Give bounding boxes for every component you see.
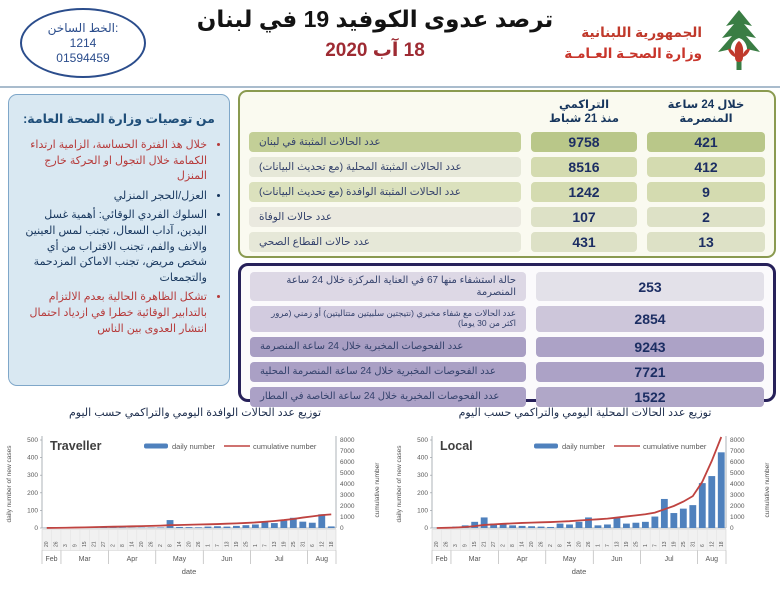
- x-axis-day-tick: 1: [643, 544, 649, 547]
- x-axis-month-label: May: [173, 556, 187, 563]
- x-axis-day-tick: 18: [329, 541, 335, 547]
- cases-table: [238, 90, 776, 258]
- daily-bar: [280, 521, 287, 528]
- right-axis-tick: 1000: [730, 514, 745, 521]
- x-axis-day-tick: 18: [719, 541, 725, 547]
- left-axis-tick: 300: [27, 472, 38, 479]
- x-axis-day-tick: 20: [577, 541, 583, 547]
- right-axis-tick: 2000: [730, 503, 745, 510]
- left-axis-tick: 300: [417, 472, 428, 479]
- x-axis-day-tick: 8: [558, 544, 564, 547]
- case-row-cumulative-value: 8516: [531, 157, 637, 177]
- cumulative-line: [47, 514, 332, 528]
- x-axis-day-tick: 13: [662, 541, 668, 547]
- right-axis-title: cumulative number: [764, 462, 771, 518]
- daily-bar: [519, 526, 526, 528]
- left-axis-tick: 400: [27, 455, 38, 462]
- x-axis-day-tick: 2: [111, 544, 117, 547]
- left-axis-tick: 400: [417, 455, 428, 462]
- x-axis-day-tick: 20: [187, 541, 193, 547]
- right-axis-tick: 1000: [340, 514, 355, 521]
- chart-name-label: Local: [440, 439, 473, 453]
- case-row-cumulative-value: 107: [531, 207, 637, 227]
- case-row-24h-value: 13: [647, 232, 765, 252]
- x-axis-month-label: Mar: [79, 556, 92, 563]
- recommendation-item: • خلال هذ الفترة الحساسة، الزامية ارتداء الكمامة خلال التجول او الحركة خارج المنزل: [19, 138, 207, 185]
- x-axis-day-tick: 8: [510, 544, 516, 547]
- daily-bar: [271, 523, 278, 528]
- report-date: 18 آب 2020: [165, 39, 585, 62]
- right-axis-tick: 4000: [730, 481, 745, 488]
- x-axis-day-tick: 31: [690, 541, 696, 547]
- stat-row-label: عدد الفحوصات المخبرية خلال 24 ساعة الخاصة في المطار: [250, 387, 526, 407]
- daily-bar: [708, 476, 715, 528]
- column-header-cumulative: التراكمي منذ 21 شباط: [531, 98, 637, 127]
- right-axis-tick: 7000: [340, 448, 355, 455]
- traveller-chart-title: توزيع عدد الحالات الوافدة اليومي والتراكمي حسب اليوم: [0, 406, 390, 419]
- x-axis-day-tick: 19: [624, 541, 630, 547]
- x-axis-day-tick: 13: [614, 541, 620, 547]
- case-row-24h-value: 412: [647, 157, 765, 177]
- daily-bar: [604, 524, 611, 528]
- header-divider: [0, 86, 780, 88]
- legend-daily-label: daily number: [172, 442, 215, 451]
- daily-bar: [309, 523, 316, 528]
- stat-row-value: 253: [536, 272, 764, 301]
- daily-bar: [661, 499, 668, 528]
- recommendations-panel: [8, 94, 230, 386]
- daily-bar: [576, 522, 583, 528]
- x-axis-day-tick: 14: [520, 541, 526, 547]
- daily-bar: [680, 509, 687, 528]
- left-axis-tick: 0: [34, 525, 38, 532]
- daily-bar: [157, 527, 164, 528]
- local-chart-svg: [392, 428, 778, 584]
- daily-bar: [252, 524, 259, 528]
- daily-bar: [670, 513, 677, 528]
- hotline-badge: [20, 8, 146, 78]
- x-axis-day-tick: 6: [310, 544, 316, 547]
- x-axis-day-tick: 15: [472, 541, 478, 547]
- daily-bar: [233, 526, 240, 528]
- stat-row-label: عدد الفحوصات المخبرية خلال 24 ساعة المنصرمة: [250, 337, 526, 357]
- daily-bar: [242, 525, 249, 528]
- x-axis-day-tick: 20: [44, 541, 50, 547]
- x-axis-month-label: Apr: [517, 556, 529, 563]
- daily-bar: [328, 526, 335, 528]
- right-axis-tick: 4000: [340, 481, 355, 488]
- x-axis-day-tick: 14: [567, 541, 573, 547]
- x-axis-day-tick: 8: [168, 544, 174, 547]
- left-axis-tick: 100: [27, 507, 38, 514]
- x-axis-day-tick: 14: [130, 541, 136, 547]
- legend-cumulative-label: cumulative number: [643, 442, 707, 451]
- x-axis-day-tick: 1: [253, 544, 259, 547]
- x-axis-month-label: Jun: [611, 556, 622, 563]
- ministry-line2: وزارة الصحـة العـامـة: [564, 44, 702, 64]
- report-header: [0, 0, 780, 86]
- stat-row-value: 7721: [536, 362, 764, 382]
- recommendation-item: • تشكل الظاهرة الحالية بعدم الالتزام بالتدابير الوقائية خطرا في ازدياد احتمال انتشار العدوى بين الناس: [19, 290, 207, 337]
- x-axis-day-tick: 13: [272, 541, 278, 547]
- x-axis-day-tick: 3: [453, 544, 459, 547]
- case-row-cumulative-value: 1242: [531, 182, 637, 202]
- x-axis-day-tick: 26: [539, 541, 545, 547]
- x-axis-day-tick: 7: [652, 544, 658, 547]
- case-row-label: عدد حالات القطاع الصحي: [249, 232, 521, 252]
- x-axis-day-tick: 2: [548, 544, 554, 547]
- hotline-label: الخط الساخن:: [48, 21, 119, 36]
- daily-bar: [224, 527, 231, 528]
- case-row-label: عدد الحالات المثبتة في لبنان: [249, 132, 521, 152]
- x-axis-day-tick: 25: [243, 541, 249, 547]
- chart-name-label: Traveller: [50, 439, 102, 453]
- case-row-24h-value: 421: [647, 132, 765, 152]
- daily-bar: [642, 522, 649, 528]
- daily-bar: [195, 527, 202, 528]
- x-axis-day-tick: 7: [215, 544, 221, 547]
- daily-bar: [214, 526, 221, 528]
- x-axis-day-tick: 21: [482, 541, 488, 547]
- right-axis-tick: 3000: [730, 492, 745, 499]
- legend-daily-label: daily number: [562, 442, 605, 451]
- daily-bar: [167, 520, 174, 528]
- right-axis-tick: 5000: [730, 470, 745, 477]
- case-row-label: عدد الحالات المثبتة الوافدة (مع تحديث البيانات): [249, 182, 521, 202]
- daily-bar: [509, 525, 516, 528]
- x-axis-day-tick: 26: [149, 541, 155, 547]
- stat-row-value: 9243: [536, 337, 764, 357]
- x-axis-day-tick: 20: [434, 541, 440, 547]
- left-axis-tick: 0: [424, 525, 428, 532]
- stat-row-value: 1522: [536, 387, 764, 407]
- daily-bar: [614, 517, 621, 528]
- left-axis-tick: 100: [417, 507, 428, 514]
- x-axis-day-tick: 12: [709, 541, 715, 547]
- x-axis-day-tick: 31: [300, 541, 306, 547]
- right-axis-tick: 6000: [730, 459, 745, 466]
- daily-bar: [566, 524, 573, 528]
- right-axis-tick: 7000: [730, 448, 745, 455]
- x-axis-day-tick: 19: [234, 541, 240, 547]
- daily-bar: [547, 527, 554, 528]
- daily-bar: [651, 517, 658, 528]
- right-axis-title: cumulative number: [374, 462, 381, 518]
- daily-bar: [205, 527, 212, 528]
- x-axis-day-tick: 1: [205, 544, 211, 547]
- chart-titles-row: [0, 406, 780, 419]
- x-axis-day-tick: 2: [501, 544, 507, 547]
- x-axis-day-tick: 7: [605, 544, 611, 547]
- x-axis-day-tick: 21: [92, 541, 98, 547]
- x-axis-day-tick: 1: [595, 544, 601, 547]
- daily-bar: [689, 505, 696, 528]
- right-axis-tick: 2000: [340, 503, 355, 510]
- x-axis-month-label: Feb: [45, 556, 57, 563]
- x-axis-day-tick: 26: [54, 541, 60, 547]
- x-axis-day-tick: 19: [281, 541, 287, 547]
- x-axis-month-label: Feb: [435, 556, 447, 563]
- case-row-24h-value: 9: [647, 182, 765, 202]
- x-axis-day-tick: 19: [671, 541, 677, 547]
- right-axis-tick: 5000: [340, 470, 355, 477]
- x-axis-month-label: May: [563, 556, 577, 563]
- x-axis-day-tick: 9: [463, 544, 469, 547]
- left-axis-tick: 200: [27, 490, 38, 497]
- x-axis-day-tick: 2: [158, 544, 164, 547]
- daily-bar: [557, 524, 564, 528]
- right-axis-tick: 0: [340, 525, 344, 532]
- x-axis-day-tick: 27: [491, 541, 497, 547]
- ministry-name: [564, 23, 702, 64]
- column-header-24h: خلال 24 ساعة المنصرمة: [647, 98, 765, 127]
- x-axis-month-label: Jul: [275, 556, 284, 563]
- left-axis-title: daily number of new cases: [396, 445, 403, 523]
- x-axis-title: date: [182, 567, 197, 576]
- cedar-tree-icon: [708, 8, 770, 79]
- stat-row-value: 2854: [536, 306, 764, 332]
- local-chart-title: توزيع عدد الحالات المحلية اليومي والتراكمي حسب اليوم: [390, 406, 780, 419]
- x-axis-day-tick: 8: [120, 544, 126, 547]
- x-axis-day-tick: 12: [319, 541, 325, 547]
- x-axis-day-tick: 9: [73, 544, 79, 547]
- right-axis-tick: 8000: [730, 437, 745, 444]
- stat-row-label: حالة استشفاء منها 67 في العناية المركزة خلال 24 ساعة المنصرمة: [250, 272, 526, 301]
- daily-bar: [500, 524, 507, 528]
- case-row-cumulative-value: 9758: [531, 132, 637, 152]
- stats-table: [238, 263, 776, 402]
- traveller-chart: [2, 428, 388, 584]
- right-axis-tick: 3000: [340, 492, 355, 499]
- x-axis-day-tick: 14: [177, 541, 183, 547]
- daily-bar: [186, 527, 193, 528]
- x-axis-day-tick: 15: [82, 541, 88, 547]
- x-axis-day-tick: 26: [444, 541, 450, 547]
- daily-bar: [299, 522, 306, 528]
- x-axis-day-tick: 26: [586, 541, 592, 547]
- x-axis-day-tick: 3: [63, 544, 69, 547]
- x-axis-day-tick: 7: [262, 544, 268, 547]
- case-row-label: عدد حالات الوفاة: [249, 207, 521, 227]
- page-title: ترصد عدوى الكوفيد 19 في لبنان: [165, 6, 585, 33]
- daily-bar: [528, 526, 535, 528]
- x-axis-day-tick: 20: [529, 541, 535, 547]
- x-axis-day-tick: 25: [291, 541, 297, 547]
- recommendations-title: من توصيات وزارة الصحة العامة:: [17, 111, 221, 126]
- stat-row-label: عدد الحالات مع شفاء مخبري (نتيجتين سلبيتين متتاليتين) أو زمني (مرور اكثر من 30 يوما): [250, 306, 526, 332]
- right-axis-tick: 8000: [340, 437, 355, 444]
- x-axis-month-label: Apr: [127, 556, 139, 563]
- x-axis-day-tick: 20: [139, 541, 145, 547]
- x-axis-month-label: Jul: [665, 556, 674, 563]
- daily-bar: [261, 522, 268, 528]
- daily-bar: [595, 525, 602, 528]
- x-axis-month-label: Jun: [221, 556, 232, 563]
- traveller-chart-svg: [2, 428, 388, 584]
- right-axis-tick: 0: [730, 525, 734, 532]
- case-row-24h-value: 2: [647, 207, 765, 227]
- left-axis-tick: 200: [417, 490, 428, 497]
- title-block: [165, 6, 585, 62]
- x-axis-day-tick: 25: [681, 541, 687, 547]
- left-axis-title: daily number of new cases: [6, 445, 13, 523]
- case-row-cumulative-value: 431: [531, 232, 637, 252]
- ministry-logo-block: [564, 8, 770, 79]
- right-axis-tick: 6000: [340, 459, 355, 466]
- x-axis-day-tick: 26: [196, 541, 202, 547]
- x-axis-title: date: [572, 567, 587, 576]
- daily-bar: [699, 483, 706, 528]
- cases-table-corner: [249, 98, 521, 127]
- left-axis-tick: 500: [417, 437, 428, 444]
- x-axis-day-tick: 6: [700, 544, 706, 547]
- daily-bar: [176, 527, 183, 528]
- x-axis-day-tick: 27: [101, 541, 107, 547]
- x-axis-month-label: Mar: [469, 556, 482, 563]
- legend-cumulative-label: cumulative number: [253, 442, 317, 451]
- recommendations-list: [17, 138, 221, 337]
- daily-bar: [538, 527, 545, 528]
- left-axis-tick: 500: [27, 437, 38, 444]
- local-chart: [392, 428, 778, 584]
- x-axis-day-tick: 13: [224, 541, 230, 547]
- daily-bar: [632, 523, 639, 528]
- recommendation-item: • السلوك الفردي الوقائي: أهمية غسل اليدين، آداب السعال، تجنب لمس العينين والانف والفم، تجنب الاقتراب من أي شخص مريض، تجنب الاماكن المزدحمة والتجمعات: [19, 208, 207, 286]
- hotline-number-long: 01594459: [56, 51, 109, 66]
- daily-bar: [481, 517, 488, 528]
- ministry-line1: الجمهورية اللبنانية: [564, 23, 702, 43]
- recommendation-item: • العزل/الحجر المنزلي: [19, 189, 207, 205]
- hotline-number-short: 1214: [70, 36, 97, 51]
- x-axis-day-tick: 25: [633, 541, 639, 547]
- legend-bar-swatch: [144, 444, 168, 449]
- daily-bar: [623, 524, 630, 528]
- x-axis-month-label: Aug: [316, 556, 329, 563]
- legend-bar-swatch: [534, 444, 558, 449]
- daily-bar: [718, 452, 725, 528]
- case-row-label: عدد الحالات المثبتة المحلية (مع تحديث البيانات): [249, 157, 521, 177]
- stat-row-label: عدد الفحوصات المخبرية خلال 24 ساعة المنصرمة المحلية: [250, 362, 526, 382]
- x-axis-month-label: Aug: [706, 556, 719, 563]
